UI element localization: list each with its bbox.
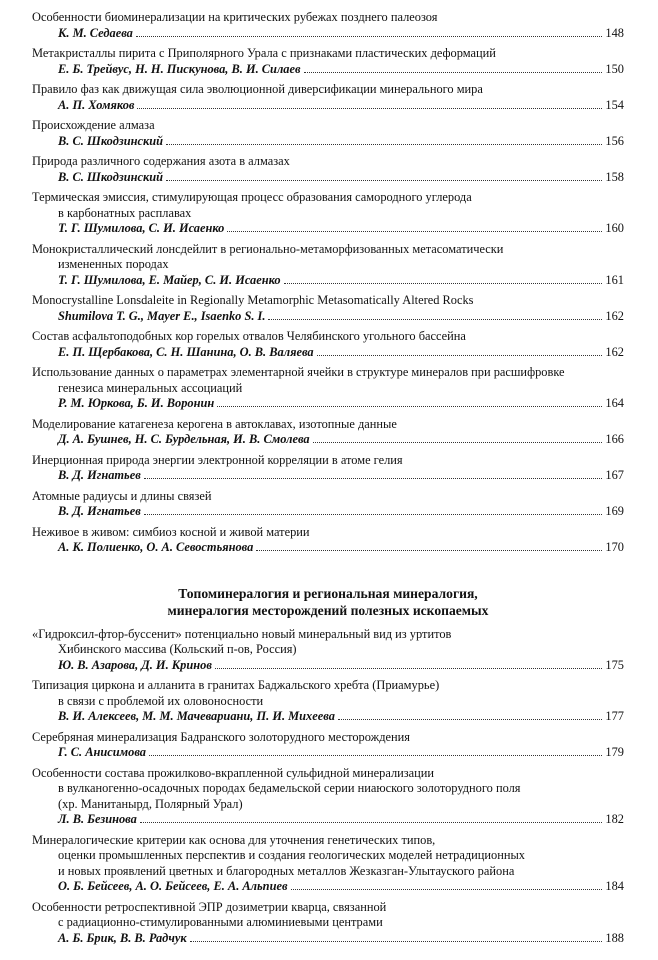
entry-authors: Т. Г. Шумилова, С. И. Исаенко <box>58 221 225 235</box>
dot-leader <box>268 319 602 320</box>
toc-entry <box>32 118 624 149</box>
entry-page-number: 179 <box>605 745 624 759</box>
toc-entry <box>32 833 624 895</box>
entry-authors-row <box>32 432 624 448</box>
toc-section-topomineralogy <box>32 627 624 947</box>
entry-authors-row <box>32 98 624 114</box>
toc-entry <box>32 730 624 761</box>
toc-entry <box>32 417 624 448</box>
entry-authors-row <box>32 26 624 42</box>
entry-authors-row <box>32 658 624 674</box>
toc-entry <box>32 10 624 41</box>
dot-leader <box>317 355 603 356</box>
table-of-contents-page <box>32 10 624 951</box>
entry-page-number: 169 <box>605 504 624 518</box>
entry-title-line: оценки промышленных перспектив и создания геологических моделей нетрадиционных <box>58 848 526 862</box>
entry-authors: Ю. В. Азарова, Д. И. Кринов <box>58 657 212 672</box>
toc-entry <box>32 242 624 289</box>
entry-authors: Г. С. Анисимова <box>58 745 146 759</box>
section-heading <box>32 585 624 619</box>
dot-leader <box>291 889 603 890</box>
section-heading-line-1: Топоминералогия и региональная минералогия, <box>178 585 478 601</box>
entry-authors-row <box>32 170 624 186</box>
dot-leader <box>144 478 603 479</box>
entry-authors-row <box>32 745 624 761</box>
entry-page-number: 158 <box>605 169 624 184</box>
entry-authors: Р. М. Юркова, Б. И. Воронин <box>58 396 215 410</box>
entry-authors: В. С. Шкодзинский <box>58 133 164 148</box>
entry-authors: О. Б. Бейсеев, А. О. Бейсеев, Е. А. Альпиев <box>58 879 288 893</box>
entry-page-number: 184 <box>605 879 624 893</box>
entry-title-line: Состав асфальтоподобных кор горелых отвалов Челябинского угольного бассейна <box>32 329 466 343</box>
toc-entry <box>32 678 624 725</box>
entry-page-number: 161 <box>605 272 624 287</box>
toc-entry <box>32 627 624 674</box>
dot-leader <box>215 668 603 669</box>
entry-page-number: 182 <box>605 812 624 826</box>
entry-title-line: (хр. Манитанырд, Полярный Урал) <box>58 796 243 811</box>
dot-leader <box>140 822 603 823</box>
entry-title-line: Особенности биоминерализации на критических рубежах позднего палеозоя <box>32 10 438 24</box>
dot-leader <box>137 108 602 109</box>
toc-entry <box>32 190 624 237</box>
toc-entry <box>32 154 624 185</box>
entry-page-number: 162 <box>605 344 624 359</box>
entry-authors: В. С. Шкодзинский <box>58 169 164 184</box>
toc-entry <box>32 82 624 113</box>
dot-leader <box>256 550 602 551</box>
entry-page-number: 188 <box>605 930 624 945</box>
dot-leader <box>313 442 603 443</box>
entry-title-line: Правило фаз как движущая сила эволюционной диверсификации минерального мира <box>32 82 483 96</box>
dot-leader <box>136 36 603 37</box>
entry-title-line: в вулканогенно-осадочных породах бедамельской серии ниаюского золоторудного поля <box>58 781 521 795</box>
dot-leader <box>284 283 603 284</box>
toc-entry <box>32 489 624 520</box>
entry-title-line: Monocrystalline Lonsdaleite in Regionally Metamorphic Metasomatically Altered Rocks <box>32 293 474 307</box>
entry-title-line: «Гидроксил-фтор-буссенит» потенциально новый минеральный вид из уртитов <box>32 626 452 641</box>
entry-authors-row <box>32 468 624 484</box>
entry-title-line: с радиационно-стимулированными алюминиевыми центрами <box>58 915 383 929</box>
entry-authors-row <box>32 504 624 520</box>
entry-page-number: 167 <box>605 468 624 482</box>
entry-title-line: в карбонатных расплавах <box>58 205 192 220</box>
entry-authors-row <box>32 345 624 361</box>
entry-title-line: и новых проявлений цветных и благородных металлов Жезказган-Улытауского района <box>58 863 515 878</box>
entry-title-line: Природа различного содержания азота в алмазах <box>32 154 290 168</box>
dot-leader <box>227 231 602 232</box>
entry-page-number: 166 <box>605 432 624 446</box>
entry-authors: В. И. Алексеев, М. М. Мачевариани, П. И. Михеева <box>58 709 335 723</box>
entry-authors-row <box>32 709 624 725</box>
dot-leader <box>149 755 602 756</box>
entry-page-number: 148 <box>605 25 624 40</box>
dot-leader <box>190 941 603 942</box>
entry-title-line: измененных породах <box>58 257 169 271</box>
toc-entry <box>32 525 624 556</box>
entry-authors: В. Д. Игнатьев <box>58 504 141 518</box>
entry-page-number: 177 <box>605 709 624 723</box>
entry-page-number: 170 <box>605 540 624 554</box>
toc-entry <box>32 365 624 412</box>
entry-authors-row <box>32 134 624 150</box>
entry-authors-row <box>32 931 624 947</box>
toc-entry <box>32 900 624 947</box>
entry-title-line: Происхождение алмаза <box>32 118 155 132</box>
dot-leader <box>217 406 602 407</box>
dot-leader <box>166 180 602 181</box>
entry-title-line: Метакристаллы пирита с Приполярного Урала с признаками пластических деформаций <box>32 46 496 60</box>
entry-authors-row <box>32 812 624 828</box>
entry-page-number: 150 <box>605 61 624 76</box>
entry-title-line: Использование данных о параметрах элементарной ячейки в структуре минералов при расшифровке <box>32 365 565 379</box>
entry-page-number: 154 <box>605 97 624 112</box>
entry-authors: Л. В. Безинова <box>58 812 137 826</box>
toc-entry <box>32 329 624 360</box>
toc-entry <box>32 293 624 324</box>
toc-entry <box>32 453 624 484</box>
entry-authors: А. К. Полиенко, О. А. Севостьянова <box>58 540 254 554</box>
entry-authors: А. П. Хомяков <box>58 97 135 112</box>
entry-authors: К. М. Седаева <box>58 25 133 40</box>
entry-authors-row <box>32 221 624 237</box>
entry-authors: В. Д. Игнатьев <box>58 468 141 482</box>
entry-authors-row <box>32 396 624 412</box>
entry-authors: Е. Б. Трейвус, Н. Н. Пискунова, В. И. Силаев <box>58 61 301 76</box>
dot-leader <box>304 72 603 73</box>
entry-page-number: 162 <box>605 308 624 323</box>
entry-page-number: 175 <box>605 657 624 672</box>
dot-leader <box>338 719 603 720</box>
entry-authors: А. Б. Брик, В. В. Радчук <box>58 930 187 945</box>
entry-title-line: Типизация циркона и алланита в гранитах Баджальского хребта (Приамурье) <box>32 678 440 692</box>
entry-page-number: 164 <box>605 396 624 410</box>
entry-title-line: Моделирование катагенеза керогена в автоклавах, изотопные данные <box>32 416 397 431</box>
entry-title-line: Термическая эмиссия, стимулирующая процесс образования самородного углерода <box>32 190 472 204</box>
entry-title-line: Атомные радиусы и длины связей <box>32 488 212 503</box>
entry-title-line: Минералогические критерии как основа для уточнения генетических типов, <box>32 832 436 847</box>
entry-authors: Д. А. Бушнев, Н. С. Бурдельная, И. В. Смолева <box>58 432 310 446</box>
entry-authors: Е. П. Щербакова, С. Н. Шанина, О. В. Валяева <box>58 344 314 359</box>
entry-title-line: Монокристаллический лонсдейлит в регионально-метаморфизованных метасоматически <box>32 241 504 256</box>
entry-title-line: Особенности состава прожилково-вкрапленной сульфидной минерализации <box>32 765 435 780</box>
entry-title-line: Особенности ретроспективной ЭПР дозиметрии кварца, связанной <box>32 899 387 914</box>
entry-title-line: Инерционная природа энергии электронной корреляции в атоме гелия <box>32 452 403 467</box>
section-heading-line-2: минералогия месторождений полезных ископаемых <box>167 602 489 618</box>
entry-page-number: 160 <box>605 221 624 235</box>
dot-leader <box>166 144 602 145</box>
entry-title-line: Неживое в живом: симбиоз косной и живой материи <box>32 524 310 539</box>
entry-authors-row <box>32 540 624 556</box>
entry-authors-row <box>32 309 624 325</box>
entry-authors-row <box>32 879 624 895</box>
entry-authors-row <box>32 62 624 78</box>
dot-leader <box>144 514 603 515</box>
entry-authors: Shumilova T. G., Mayer E., Isaenko S. I. <box>58 308 266 323</box>
toc-entry <box>32 766 624 828</box>
entry-authors-row <box>32 273 624 289</box>
entry-title-line: Серебряная минерализация Бадранского золоторудного месторождения <box>32 729 410 744</box>
entry-authors: Т. Г. Шумилова, Е. Майер, С. И. Исаенко <box>58 272 281 287</box>
toc-entry <box>32 46 624 77</box>
entry-title-line: Хибинского массива (Кольский п-ов, Россия) <box>58 642 297 656</box>
toc-section-mineralogy-general <box>32 10 624 556</box>
entry-title-line: генезиса минеральных ассоциаций <box>58 380 243 395</box>
entry-page-number: 156 <box>605 133 624 148</box>
entry-title-line: в связи с проблемой их оловоносности <box>58 693 264 708</box>
